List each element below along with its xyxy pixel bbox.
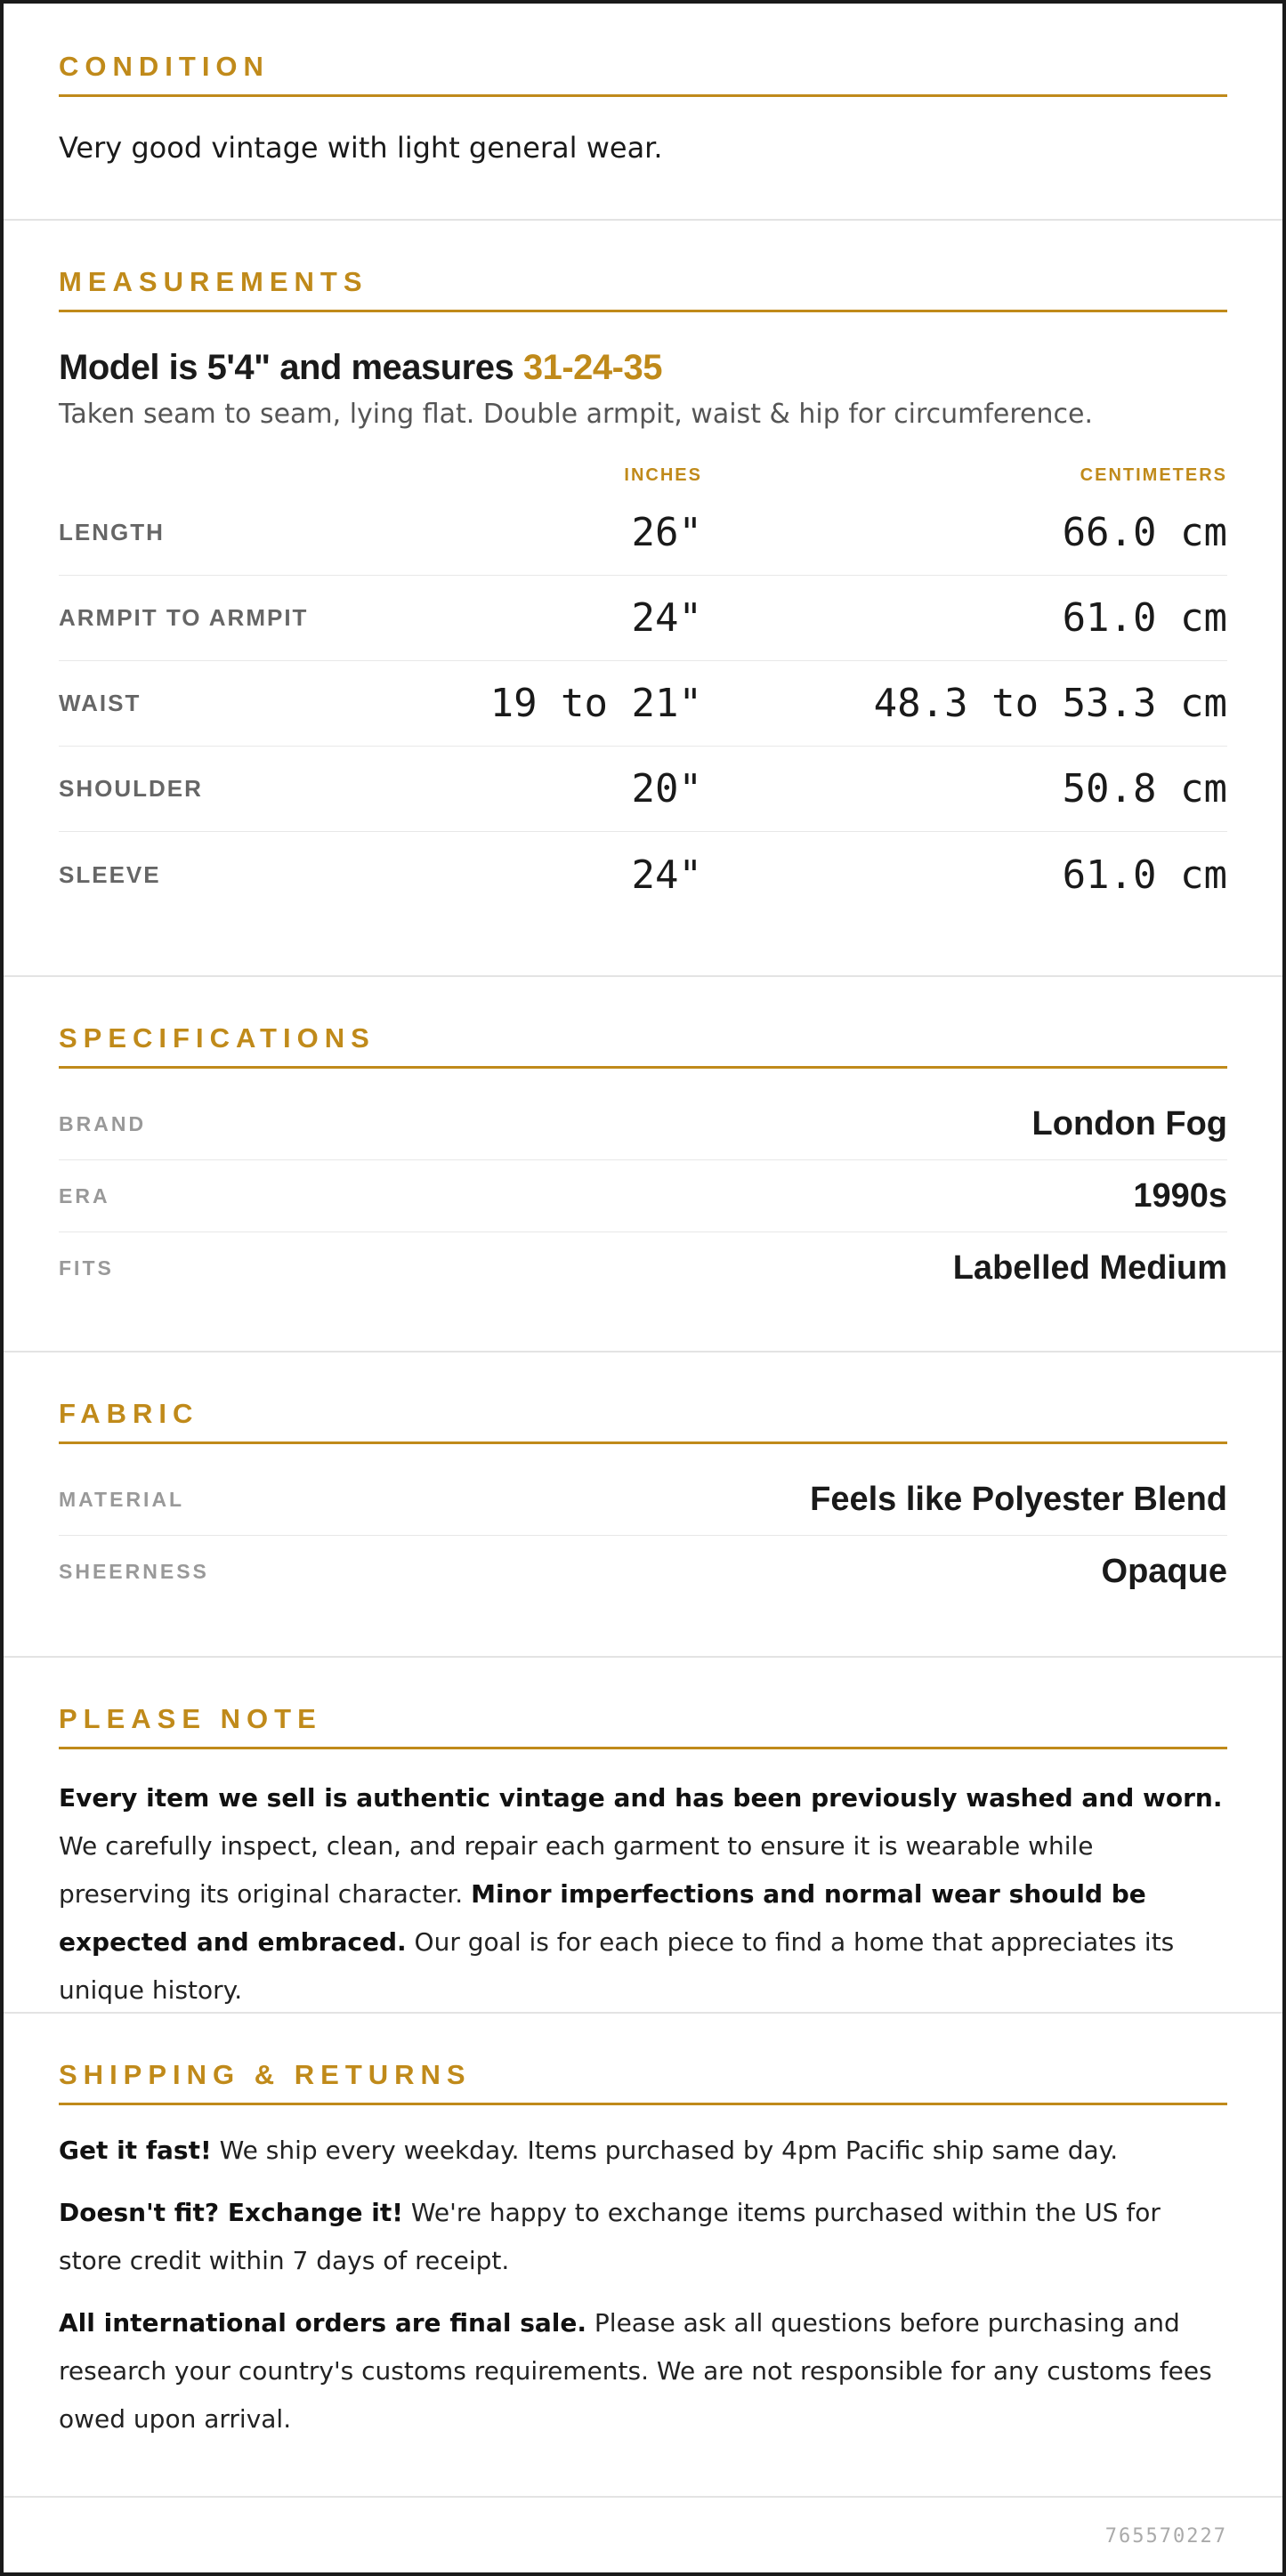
measurements-heading: MEASUREMENTS: [59, 267, 1227, 312]
shipping-text-3: Please ask all questions before purchasing and research your country's customs requirements. We are not responsible for any customs fees owed upon arrival.: [59, 2308, 1212, 2435]
table-row: [59, 490, 1227, 576]
specifications-heading: SPECIFICATIONS: [59, 1023, 1227, 1069]
inches-column-header: INCHES: [624, 464, 702, 485]
footer: [4, 2498, 1282, 2574]
shipping-text-1: We ship every weekday. Items purchased by 4pm Pacific ship same day.: [211, 2136, 1119, 2166]
measurement-inches: 19 to 21": [489, 681, 702, 727]
spec-value: Labelled Medium: [952, 1249, 1227, 1288]
measurement-inches: 24": [631, 852, 702, 898]
measurement-label: SHOULDER: [59, 775, 203, 803]
product-id: 765570227: [1104, 2524, 1227, 2548]
condition-section: [4, 4, 1282, 221]
centimeters-column-header: CENTIMETERS: [1080, 464, 1227, 485]
please-note-text: [59, 1774, 1227, 2015]
measurement-cm: 66.0 cm: [1062, 510, 1227, 556]
measurement-inches: 20": [631, 766, 702, 812]
condition-heading: CONDITION: [59, 52, 1227, 97]
fabric-key: SHEERNESS: [59, 1560, 209, 1584]
measurement-label: LENGTH: [59, 519, 165, 546]
fabric-section: [4, 1353, 1282, 1658]
table-row: [59, 576, 1227, 661]
shipping-bold-2: Doesn't fit? Exchange it!: [59, 2198, 403, 2228]
fabric-key: MATERIAL: [59, 1487, 185, 1511]
shipping-text-2: We're happy to exchange items purchased within the US for store credit within 7 days of receipt.: [59, 2198, 1161, 2276]
list-item: [59, 1088, 1227, 1160]
table-row: [59, 747, 1227, 832]
spec-key: BRAND: [59, 1111, 147, 1135]
measurement-cm: 50.8 cm: [1062, 766, 1227, 812]
note-text-2: Our goal is for each piece to find a home that appreciates its unique history.: [59, 1927, 1175, 2006]
fabric-heading: FABRIC: [59, 1399, 1227, 1444]
measurement-label: ARMPIT TO ARMPIT: [59, 604, 309, 632]
please-note-section: [4, 1658, 1282, 2014]
note-bold-2: Minor imperfections and normal wear should be expected and embraced.: [59, 1879, 1146, 1958]
fabric-list: [59, 1464, 1227, 1608]
model-measurements: 31-24-35: [522, 348, 662, 388]
list-item: [59, 1464, 1227, 1536]
specifications-section: [4, 977, 1282, 1353]
list-item: [59, 1536, 1227, 1608]
measurement-inches: 26": [631, 510, 702, 556]
fabric-value: Feels like Polyester Blend: [810, 1480, 1227, 1518]
spec-value: London Fog: [1031, 1104, 1227, 1143]
measurement-inches: 24": [631, 595, 702, 642]
shipping-returns-section: [4, 2014, 1282, 2498]
measurements-section: [4, 221, 1282, 977]
measurements-table: [59, 490, 1227, 917]
please-note-heading: PLEASE NOTE: [59, 1704, 1227, 1749]
shipping-paragraph-2: [59, 2189, 1227, 2285]
table-row: [59, 832, 1227, 917]
note-text-1: We carefully inspect, clean, and repair each garment to ensure it is wearable while preserving its original character.: [59, 1831, 1094, 1910]
measurement-cm: 61.0 cm: [1062, 595, 1227, 642]
specifications-list: [59, 1088, 1227, 1304]
spec-value: 1990s: [1133, 1176, 1227, 1215]
shipping-heading: SHIPPING & RETURNS: [59, 2060, 1227, 2105]
fabric-value: Opaque: [1101, 1553, 1227, 1591]
model-line: [59, 348, 1227, 388]
condition-text: Very good vintage with light general wear.: [59, 131, 663, 166]
shipping-paragraph-1: [59, 2127, 1227, 2175]
table-row: [59, 661, 1227, 747]
model-prefix: Model is 5'4" and measures: [59, 348, 523, 388]
note-bold-1: Every item we sell is authentic vintage and has been previously washed and worn.: [59, 1783, 1223, 1813]
shipping-bold-3: All international orders are final sale.: [59, 2308, 587, 2338]
measurements-subtitle: Taken seam to seam, lying flat. Double armpit, waist & hip for circumference.: [59, 399, 1094, 431]
spec-key: FITS: [59, 1256, 114, 1280]
list-item: [59, 1160, 1227, 1232]
shipping-paragraph-3: [59, 2299, 1227, 2443]
measurement-cm: 61.0 cm: [1062, 852, 1227, 898]
list-item: [59, 1232, 1227, 1304]
shipping-bold-1: Get it fast!: [59, 2136, 212, 2166]
measurement-label: WAIST: [59, 690, 142, 717]
measurement-label: SLEEVE: [59, 860, 161, 888]
shipping-paragraphs: [59, 2127, 1227, 2443]
measurements-header: [59, 460, 1227, 490]
spec-key: ERA: [59, 1183, 110, 1207]
measurement-cm: 48.3 to 53.3 cm: [873, 681, 1227, 727]
